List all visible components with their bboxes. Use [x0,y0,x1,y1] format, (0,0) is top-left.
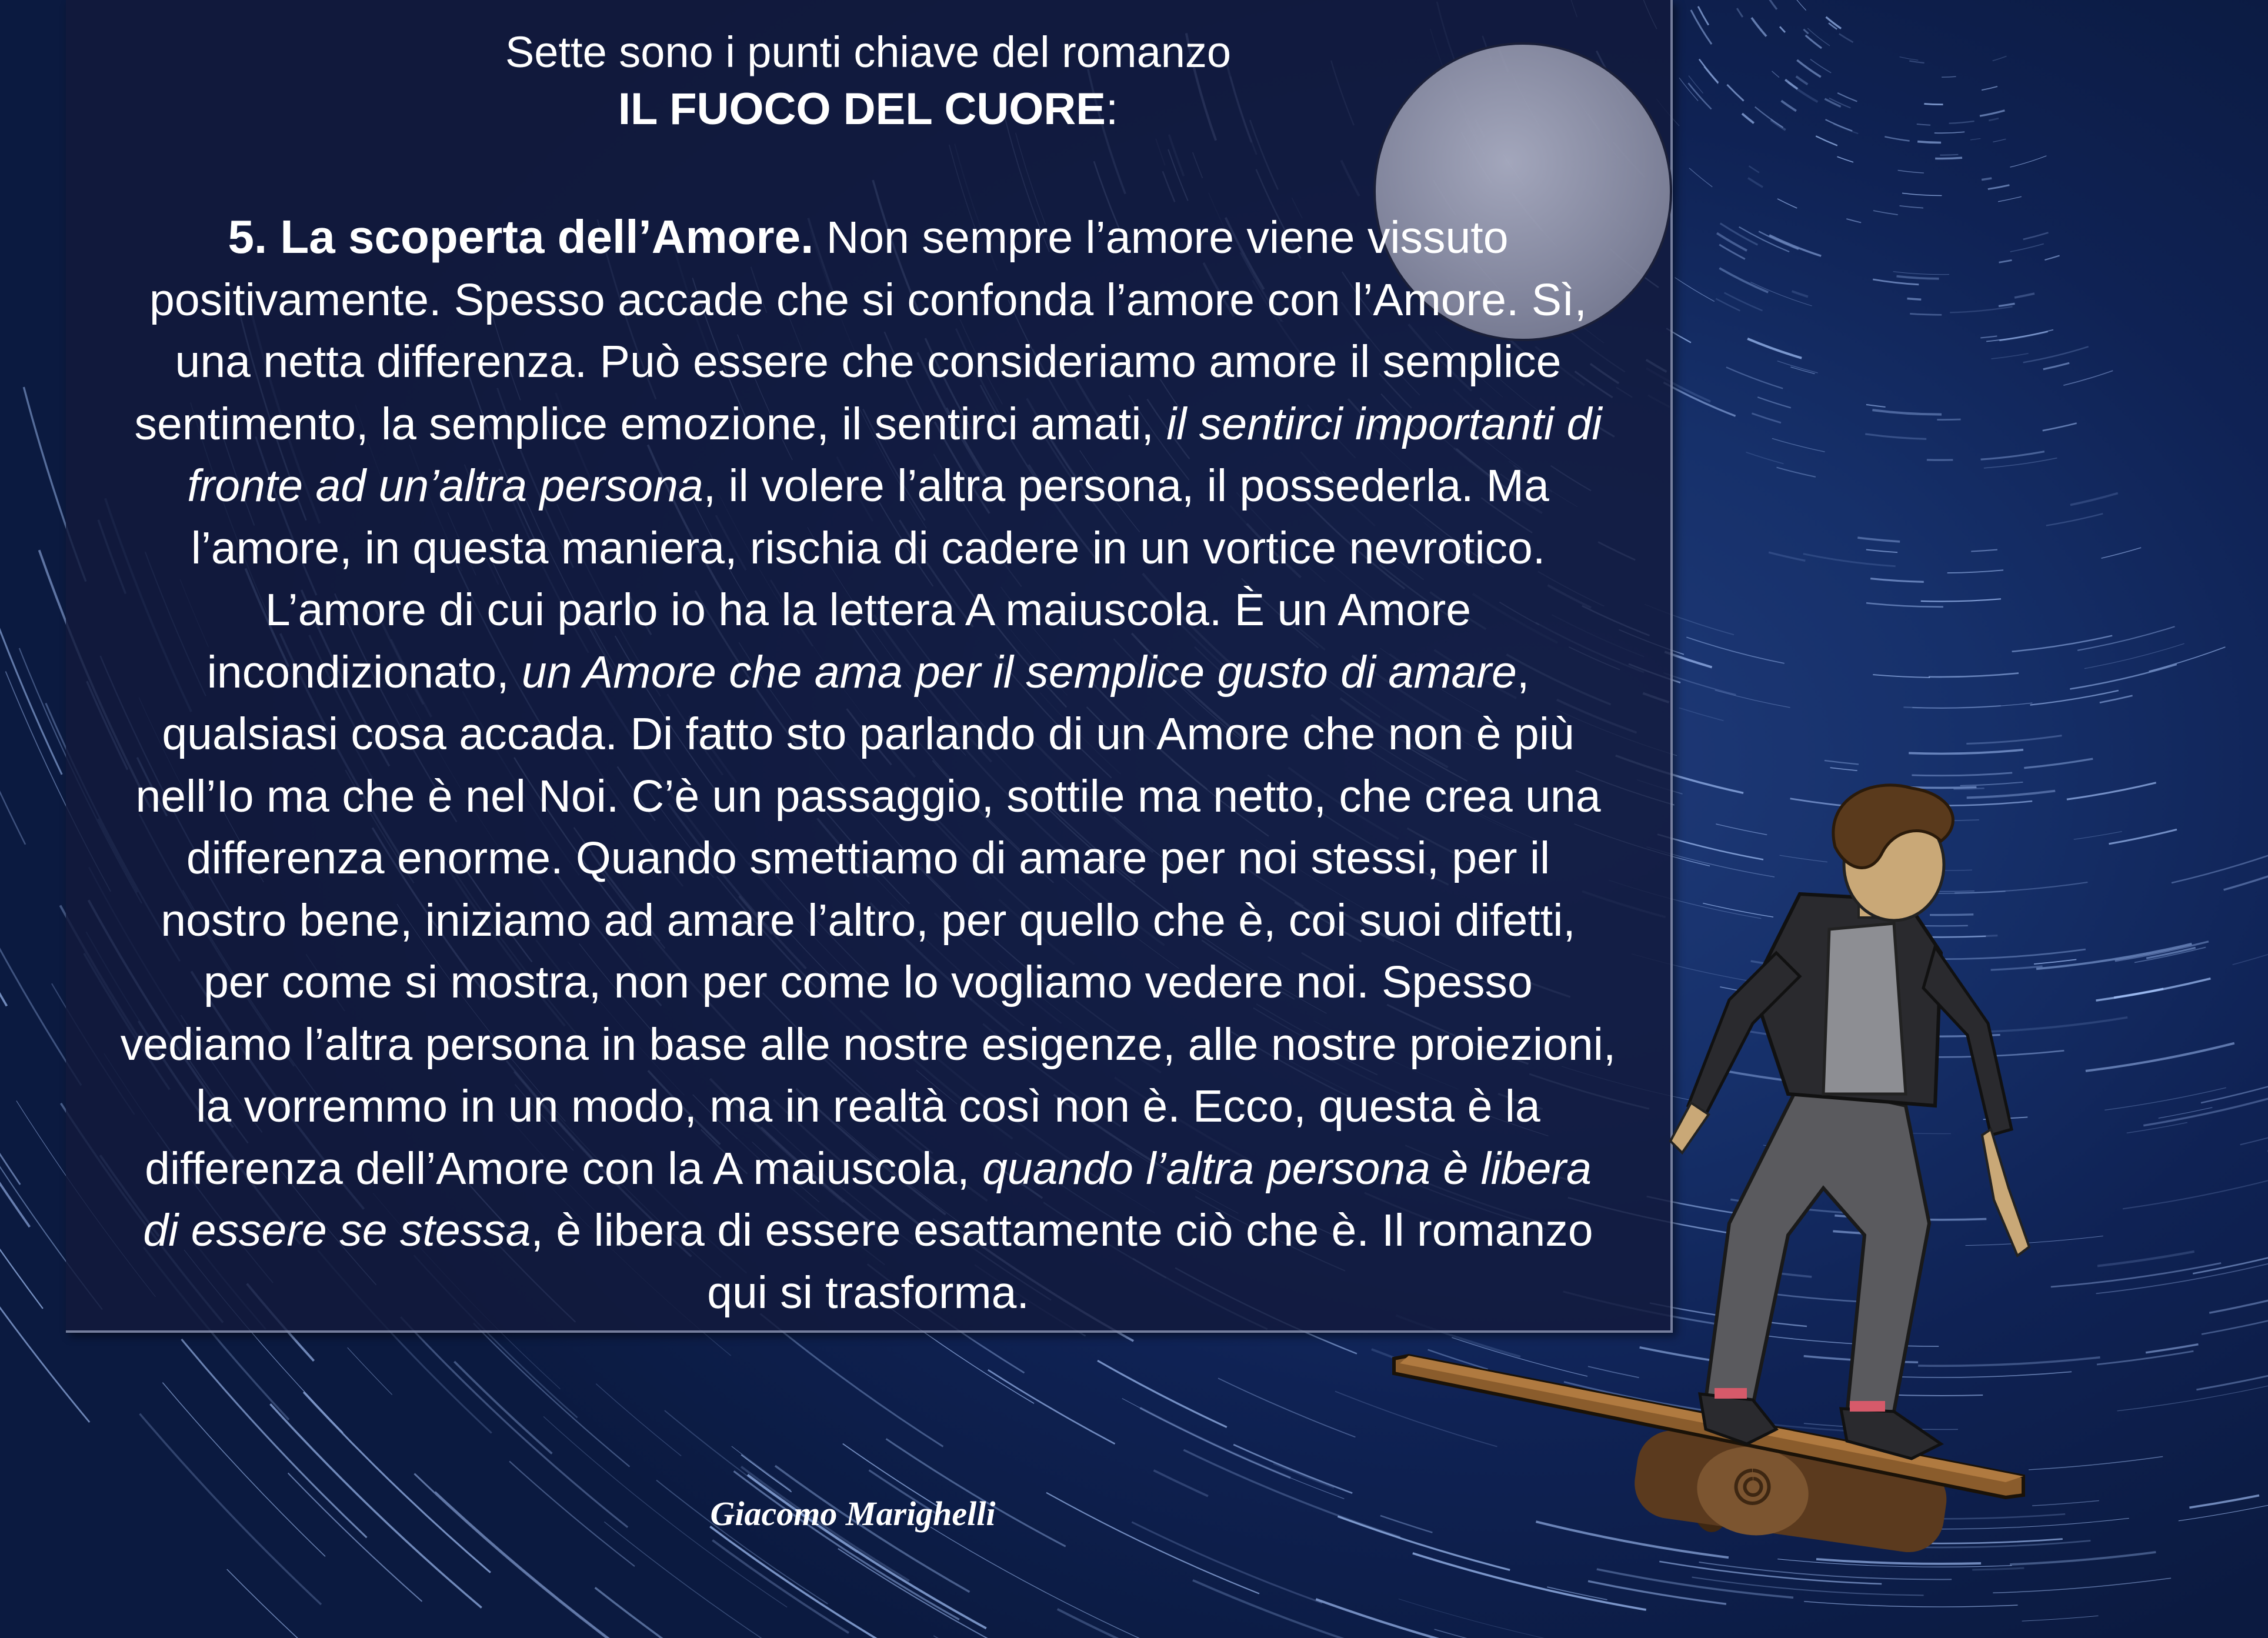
star-trail [596,1384,681,1456]
star-trail [1865,434,1926,439]
star-trail [435,1492,631,1638]
star-trail [1980,336,1997,338]
star-trail [1233,1444,1352,1493]
star-trail [2046,513,2103,525]
body-text-segment: vediamo l’altra persona in base alle nostre esigenze, alle nostre proiezioni, [120,1019,1616,1070]
star-trail [1771,120,1786,130]
star-trail [1857,538,1900,542]
star-trail [303,1392,491,1573]
star-trail [1898,171,1924,174]
body-text-segment: L’amore di cui parlo io ha la lettera A maiuscola. È un Amore [265,585,1472,635]
body-line [66,393,1670,456]
star-trail [1999,303,2015,306]
star-trail [1757,397,1791,408]
star-trail [761,1314,943,1447]
star-trail [1806,35,1822,48]
star-trail [1816,136,1837,145]
star-trail [1873,279,1919,285]
star-trail [1777,361,1818,373]
star-trail [348,1347,392,1395]
star-trail [1917,124,1930,125]
star-trail [1873,675,1930,678]
star-trail [1837,156,1854,162]
star-trail [1989,118,1999,121]
star-trail [1772,71,1779,78]
star-trail [1909,61,1924,63]
star-trail [1942,76,1956,77]
star-trail [1837,93,1857,102]
star-trail [1833,124,1858,134]
body-text-segment: una netta differenza. Può essere che consideriamo amore il semplice [175,336,1562,387]
seesaw-figure-illustration [1376,776,2268,1638]
star-trail [1748,178,1763,188]
star-trail [1966,736,2062,744]
star-trail [930,1527,1159,1638]
star-trail [1686,637,1784,663]
body-line [66,455,1670,518]
star-trail [1782,101,1796,111]
star-trail [0,1118,30,1227]
star-trail [401,1317,628,1527]
star-trail [1749,166,1759,172]
star-trail [1825,760,1859,765]
star-trail [227,1569,348,1638]
star-trail [1679,708,1724,721]
star-trail [1752,18,1766,36]
star-trail [140,1414,321,1604]
star-trail [1907,299,1922,300]
star-trail [2102,548,2142,558]
figure-legs [1700,1082,1941,1459]
star-trail [1910,313,1942,315]
body-text-segment: , è libera di essere esattamente ciò che è. Il romanzo [531,1205,1593,1256]
italic-phrase: un Amore che ama per il semplice gusto di amare [521,646,1517,698]
star-trail [1982,86,1997,90]
star-trail [1935,132,1965,133]
star-trail [2023,233,2049,240]
star-trail [1929,673,2019,677]
star-trail [1761,0,1777,9]
star-trail [1999,332,2047,341]
body-line-first [66,206,1670,269]
body-text-segment: nostro bene, iniziamo ad amare l’altro, per quello che è, coi suoi difetti, [161,895,1576,946]
star-trail [1950,306,2012,312]
star-trail [1998,196,2022,202]
star-trail [1949,121,1975,124]
star-trail [1999,260,2012,262]
body-text-segment: qui si trasforma. [707,1267,1029,1318]
body-text-segment: positivamente. Spesso accade che si confonda l’amore con l’Amore. Sì, [149,274,1587,325]
body-text-segment: , il volere l’altra persona, il possederla. Ma [703,461,1549,511]
star-trail [162,1383,325,1557]
star-trail [1970,139,1980,140]
italic-phrase: il sentirci importanti di [1166,398,1602,449]
title-colon: : [1105,84,1119,134]
star-trail [1981,452,2044,460]
body-text-segment: l’amore, in questa maniera, rischia di cadere in un vortice nevrotico. [191,522,1546,573]
star-trail [1777,199,1797,208]
star-trail [1140,1408,1290,1478]
intro-line: Sette sono i punti chiave del romanzo [505,28,1232,76]
star-trail [1839,34,1853,42]
body-line [66,703,1670,766]
body-line [66,518,1670,580]
body-text-segment: , [1516,646,1530,698]
body-text-segment: incondizionato, [206,646,522,698]
star-trail [2012,636,2113,652]
star-trail [1826,119,1853,131]
star-trail [0,732,7,1006]
star-trail [0,562,25,845]
star-trail [2014,293,2034,298]
star-trail [1873,211,1898,215]
star-trail [1937,419,1960,420]
star-trail [1154,1470,1208,1496]
star-trail [2100,696,2133,703]
star-trail [1846,219,1861,222]
star-trail [1893,272,1949,275]
star-trail [2024,759,2093,768]
star-trail [1924,104,1943,105]
star-trail [2010,156,2047,167]
star-trail [2077,626,2174,650]
star-trail [1900,206,1924,208]
star-trail [1900,57,1919,61]
body-line-first-rest: Non sempre l’amore viene vissuto [813,212,1509,263]
body-text-segment: sentimento, la semplice emozione, il sentirci amati, [134,398,1167,449]
star-trail [1971,550,1997,552]
star-trail [415,1474,626,1638]
star-trail [1796,76,1808,85]
star-trail [1792,291,1808,296]
star-trail [1098,1360,1227,1427]
body-text-segment: qualsiasi cosa accada. Di fatto sto parlando di un Amore che non è più [162,709,1575,759]
star-trail [1747,339,1802,358]
star-trail [1663,382,1735,416]
star-trail [454,1362,552,1454]
star-trail [1866,550,1897,553]
body-text-segment: per come si mostra, non per come lo vogliamo vedere noi. Spesso [204,957,1533,1008]
body-line [66,579,1670,642]
star-trail [2070,493,2118,505]
star-trail [1769,552,1805,561]
star-trail [1772,438,1825,452]
star-trail [1872,410,1942,415]
star-trail [1769,235,1821,256]
body-text-segment: nell’Io ma che è nel Noi. C’è un passaggio, sottile ma netto, che crea una [135,770,1601,822]
star-trail [1727,85,1743,101]
italic-phrase: di essere se stessa [143,1205,531,1256]
star-trail [1742,114,1754,123]
star-trail [1699,59,1719,83]
star-trail [1218,1378,1355,1437]
star-trail [1909,750,2023,754]
star-trail [1183,1450,1400,1537]
star-trail [1912,773,2012,776]
star-trail [1947,570,2003,573]
star-trail [2084,643,2184,668]
star-trail [1663,673,1736,695]
star-trail [1917,142,1941,143]
star-trail [1716,299,1740,311]
star-trail [1193,1580,1408,1638]
star-trail [1885,136,1909,141]
star-trail [1725,293,1763,311]
novel-title: IL FUOCO DEL CUORE [618,84,1106,134]
star-trail [1993,139,2006,142]
star-trail [1790,367,1815,374]
star-trail [1803,29,1808,34]
star-trail [2043,363,2069,369]
star-trail [1980,111,2004,116]
star-trail [1830,768,1857,770]
star-trail [1785,80,1797,89]
italic-phrase: quando l’altra persona è libera [982,1143,1592,1194]
star-trail [1122,1399,1345,1499]
star-trail [1780,26,1785,32]
star-trail [1719,268,1768,292]
author-signature: Giacomo Marighelli [710,1494,996,1533]
point-heading: 5. La scoperta dell’Amore. [228,211,814,263]
star-trail [1803,554,1896,566]
star-trail [1689,76,1703,94]
star-trail [182,1339,367,1537]
star-trail [1777,468,1816,477]
star-trail [2030,690,2119,705]
body-text-segment: differenza dell’Amore con la A maiuscola, [145,1143,982,1194]
star-trail [988,1370,1115,1444]
star-trail [1982,178,1992,180]
star-trail [2023,346,2089,362]
star-trail [1793,0,1806,11]
intro-title-line [66,82,1670,136]
star-trail [2043,423,2077,431]
star-trail [1866,405,1886,407]
star-trail [1679,78,1698,101]
star-trail [1737,8,1743,17]
star-trail [1046,1493,1259,1594]
star-trail [1132,1522,1322,1603]
star-trail [1866,603,1943,607]
star-trail [1691,10,1712,44]
star-trail [1726,367,1783,388]
star-trail [1698,6,1709,25]
star-trail [1897,276,1939,279]
star-trail [1752,413,1781,423]
star-trail [2063,371,2113,385]
star-trail [509,1462,635,1567]
star-trail [1746,452,1784,464]
star-trail [1689,168,1712,187]
star-trail [1058,1609,1191,1638]
star-trail [1675,278,1715,302]
italic-phrase: fronte ad un’altra persona [187,461,703,511]
star-trail [0,1207,43,1309]
star-trail [2010,244,2044,252]
star-trail [1993,56,2007,61]
star-trail [2044,256,2059,260]
star-trail [1921,599,2001,601]
body-line [66,269,1670,332]
star-trail [1810,59,1831,73]
body-line [66,331,1670,393]
star-trail [1689,83,1712,109]
star-trail [1988,185,2010,189]
star-trail [1870,579,1924,582]
star-trail [1984,458,2057,468]
star-trail [1991,353,2028,359]
star-trail [1807,28,1830,46]
body-line [66,642,1670,704]
star-trail [1273,1464,1334,1488]
star-trail [1797,60,1820,77]
star-trail [0,962,20,1185]
body-text-segment: differenza enorme. Quando smettiamo di amare per noi stessi, per il [186,833,1550,883]
body-text-segment: la vorremmo in un modo, ma in realtà così non è. Ecco, questa è la [196,1081,1540,1132]
star-trail [1902,193,1942,195]
